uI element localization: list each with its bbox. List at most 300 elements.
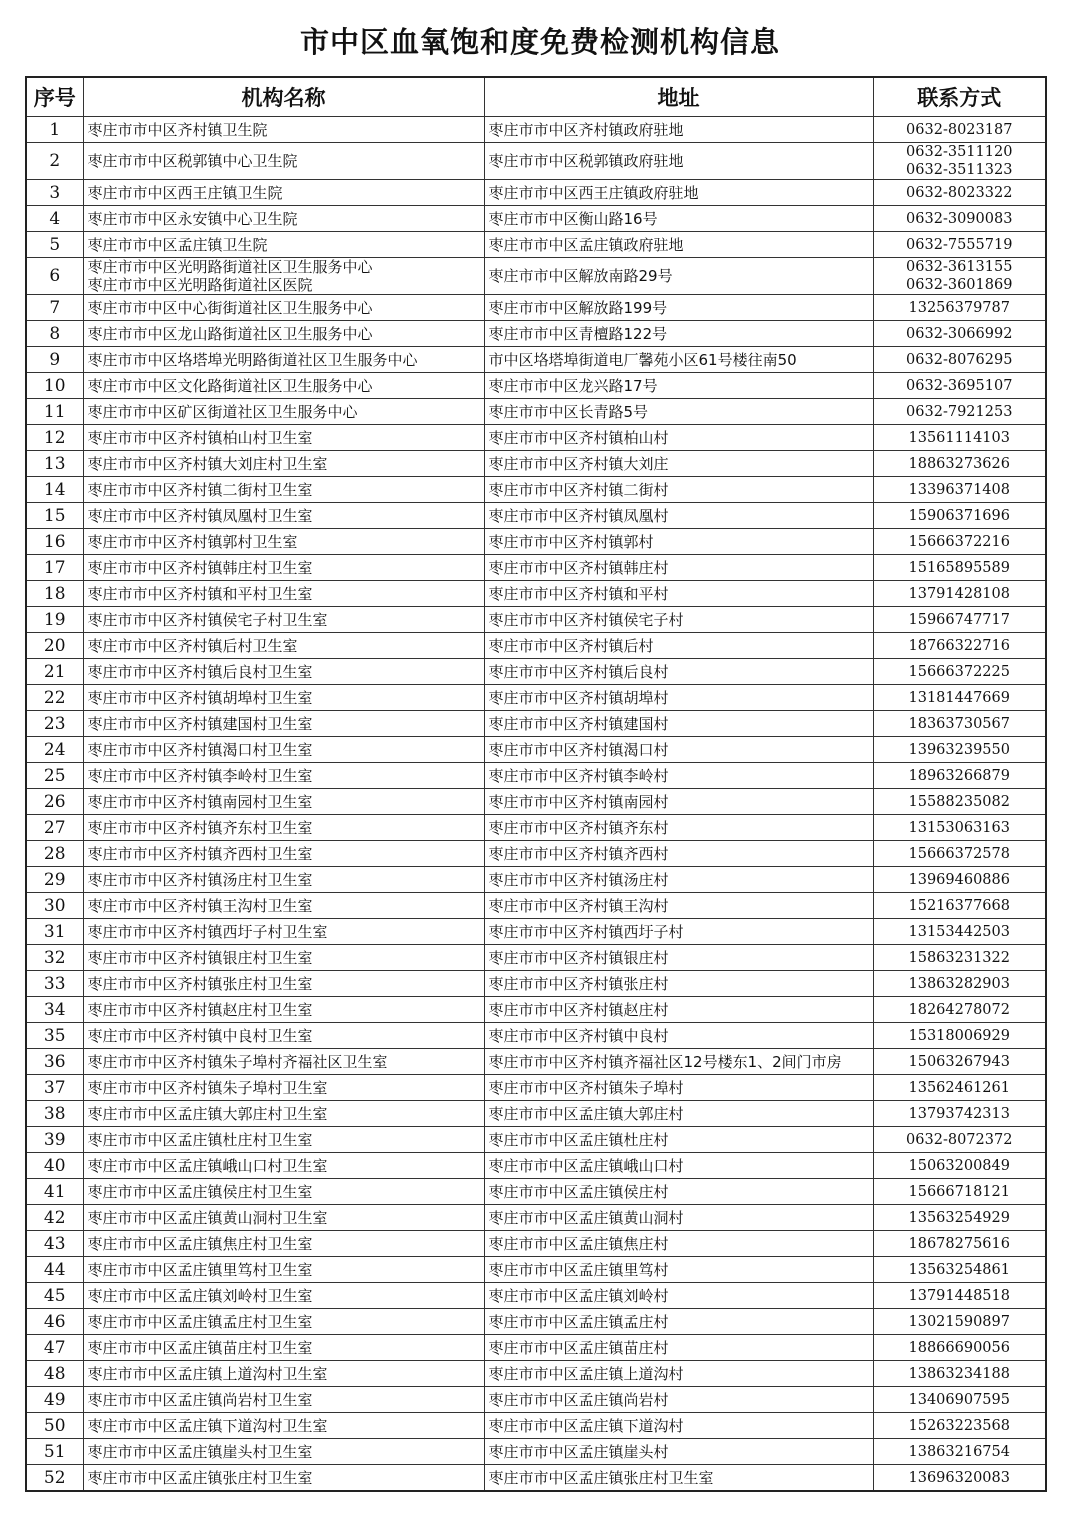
contact-phone xyxy=(873,555,1046,581)
contact-phone-line: 13793742313 xyxy=(908,1105,1010,1122)
row-index: 37 xyxy=(26,1075,83,1101)
institution-address: 枣庄市市中区齐村镇王沟村 xyxy=(484,893,873,919)
institution-name-line: 枣庄市市中区齐村镇西圩子村卫生室 xyxy=(87,922,328,941)
contact-phone xyxy=(873,1049,1046,1075)
institution-name xyxy=(83,1413,484,1439)
table-row xyxy=(26,1231,1046,1257)
contact-phone-line: 18363730567 xyxy=(908,715,1010,732)
contact-phone xyxy=(873,945,1046,971)
institution-name-line: 枣庄市市中区齐村镇中良村卫生室 xyxy=(87,1026,313,1045)
row-index: 24 xyxy=(26,737,83,763)
contact-phone xyxy=(873,841,1046,867)
contact-phone xyxy=(873,373,1046,399)
institution-address: 枣庄市市中区孟庄镇里笃村 xyxy=(484,1257,873,1283)
table-row xyxy=(26,295,1046,321)
table-row xyxy=(26,258,1046,295)
contact-phone-line: 0632-3613155 xyxy=(906,259,1013,275)
institution-name xyxy=(83,893,484,919)
contact-phone xyxy=(873,581,1046,607)
contact-phone xyxy=(873,295,1046,321)
contact-phone-line: 15906371696 xyxy=(908,507,1010,524)
institution-address: 枣庄市市中区齐村镇汤庄村 xyxy=(484,867,873,893)
row-index: 10 xyxy=(26,373,83,399)
institution-name xyxy=(83,555,484,581)
row-index: 6 xyxy=(26,258,83,295)
contact-phone-line: 13863282903 xyxy=(908,975,1010,992)
contact-phone xyxy=(873,1205,1046,1231)
table-row xyxy=(26,945,1046,971)
institution-name xyxy=(83,633,484,659)
contact-phone-line: 13021590897 xyxy=(908,1313,1010,1330)
institution-name xyxy=(83,373,484,399)
institution-name-line: 枣庄市市中区孟庄镇尚岩村卫生室 xyxy=(87,1390,313,1409)
table-row xyxy=(26,1153,1046,1179)
contact-phone-line: 13406907595 xyxy=(908,1391,1010,1408)
institution-address: 枣庄市市中区齐村镇朱子埠村 xyxy=(484,1075,873,1101)
institution-address: 枣庄市市中区齐村镇柏山村 xyxy=(484,425,873,451)
institution-name-line: 枣庄市市中区齐村镇胡埠村卫生室 xyxy=(87,688,313,707)
institution-name xyxy=(83,529,484,555)
institution-address: 枣庄市市中区孟庄镇侯庄村 xyxy=(484,1179,873,1205)
institution-address: 枣庄市市中区齐村镇胡埠村 xyxy=(484,685,873,711)
contact-phone-line: 13863216754 xyxy=(908,1443,1010,1460)
institution-name-line: 枣庄市市中区齐村镇王沟村卫生室 xyxy=(87,896,313,915)
contact-phone-line: 18766322716 xyxy=(908,637,1010,654)
table-row xyxy=(26,206,1046,232)
row-index: 45 xyxy=(26,1283,83,1309)
institution-name xyxy=(83,321,484,347)
table-row xyxy=(26,1127,1046,1153)
table-row xyxy=(26,180,1046,206)
institution-name xyxy=(83,206,484,232)
row-index: 9 xyxy=(26,347,83,373)
contact-phone xyxy=(873,1361,1046,1387)
contact-phone-line: 15063200849 xyxy=(908,1157,1010,1174)
institution-name-line: 枣庄市市中区齐村镇韩庄村卫生室 xyxy=(87,558,313,577)
table-row xyxy=(26,232,1046,258)
column-header-name: 机构名称 xyxy=(83,77,484,117)
institution-name xyxy=(83,232,484,258)
row-index: 46 xyxy=(26,1309,83,1335)
institution-address: 枣庄市市中区齐村镇张庄村 xyxy=(484,971,873,997)
institution-address: 枣庄市市中区孟庄镇峨山口村 xyxy=(484,1153,873,1179)
institution-name-line: 枣庄市市中区齐村镇郭村卫生室 xyxy=(87,532,298,551)
institution-name xyxy=(83,945,484,971)
institution-name-line: 枣庄市市中区龙山路街道社区卫生服务中心 xyxy=(87,324,373,343)
contact-phone-line: 18678275616 xyxy=(908,1235,1010,1252)
table-header-row xyxy=(26,77,1046,117)
contact-phone xyxy=(873,1127,1046,1153)
institution-name-line: 枣庄市市中区齐村镇渴口村卫生室 xyxy=(87,740,313,759)
institution-name xyxy=(83,1231,484,1257)
institution-address: 枣庄市市中区孟庄镇孟庄村 xyxy=(484,1309,873,1335)
table-row xyxy=(26,711,1046,737)
contact-phone-line: 13181447669 xyxy=(908,689,1010,706)
contact-phone-line: 13256379787 xyxy=(908,299,1010,316)
row-index: 49 xyxy=(26,1387,83,1413)
institution-name xyxy=(83,789,484,815)
institution-address: 枣庄市市中区齐村镇凤凰村 xyxy=(484,503,873,529)
contact-phone xyxy=(873,1465,1046,1492)
contact-phone-line: 15165895589 xyxy=(908,559,1010,576)
institution-name xyxy=(83,1465,484,1492)
institution-address: 枣庄市市中区齐村镇后良村 xyxy=(484,659,873,685)
contact-phone xyxy=(873,399,1046,425)
contact-phone xyxy=(873,997,1046,1023)
contact-phone-line: 0632-3066992 xyxy=(906,325,1013,342)
row-index: 43 xyxy=(26,1231,83,1257)
contact-phone-line: 13563254861 xyxy=(908,1261,1010,1278)
contact-phone xyxy=(873,529,1046,555)
contact-phone-line: 15216377668 xyxy=(908,897,1010,914)
contact-phone xyxy=(873,1387,1046,1413)
row-index: 4 xyxy=(26,206,83,232)
contact-phone-line: 18866690056 xyxy=(908,1339,1010,1356)
table-row xyxy=(26,659,1046,685)
row-index: 52 xyxy=(26,1465,83,1492)
institution-name-line: 枣庄市市中区孟庄镇苗庄村卫生室 xyxy=(87,1338,313,1357)
row-index: 44 xyxy=(26,1257,83,1283)
row-index: 41 xyxy=(26,1179,83,1205)
institution-name xyxy=(83,425,484,451)
institution-name xyxy=(83,581,484,607)
table-row xyxy=(26,1309,1046,1335)
contact-phone xyxy=(873,347,1046,373)
institution-name xyxy=(83,258,484,295)
contact-phone xyxy=(873,1023,1046,1049)
row-index: 14 xyxy=(26,477,83,503)
institution-name-line: 枣庄市市中区齐村镇赵庄村卫生室 xyxy=(87,1000,313,1019)
row-index: 2 xyxy=(26,143,83,180)
institution-address: 枣庄市市中区齐村镇和平村 xyxy=(484,581,873,607)
contact-phone xyxy=(873,971,1046,997)
row-index: 35 xyxy=(26,1023,83,1049)
institution-address: 枣庄市市中区解放路199号 xyxy=(484,295,873,321)
table-row xyxy=(26,425,1046,451)
institution-address: 枣庄市市中区孟庄镇崖头村 xyxy=(484,1439,873,1465)
institution-name xyxy=(83,451,484,477)
table-row xyxy=(26,867,1046,893)
institution-name-line: 枣庄市市中区孟庄镇峨山口村卫生室 xyxy=(87,1156,328,1175)
institution-name-line: 枣庄市市中区光明路街道社区医院 xyxy=(87,276,313,294)
row-index: 47 xyxy=(26,1335,83,1361)
institution-name-line: 枣庄市市中区孟庄镇黄山洞村卫生室 xyxy=(87,1208,328,1227)
institution-name xyxy=(83,867,484,893)
institution-address: 枣庄市市中区齐村镇西圩子村 xyxy=(484,919,873,945)
row-index: 42 xyxy=(26,1205,83,1231)
institution-name xyxy=(83,659,484,685)
table-row xyxy=(26,581,1046,607)
row-index: 21 xyxy=(26,659,83,685)
institution-name xyxy=(83,1309,484,1335)
contact-phone-line: 0632-7921253 xyxy=(906,403,1013,420)
contact-phone-line: 0632-8023187 xyxy=(906,121,1013,138)
table-row xyxy=(26,347,1046,373)
institution-name xyxy=(83,143,484,180)
row-index: 19 xyxy=(26,607,83,633)
row-index: 25 xyxy=(26,763,83,789)
contact-phone xyxy=(873,1231,1046,1257)
institution-name xyxy=(83,1335,484,1361)
institution-name xyxy=(83,1439,484,1465)
contact-phone xyxy=(873,503,1046,529)
row-index: 12 xyxy=(26,425,83,451)
contact-phone xyxy=(873,1335,1046,1361)
institution-name xyxy=(83,1179,484,1205)
table-row xyxy=(26,893,1046,919)
institution-name xyxy=(83,347,484,373)
contact-phone-line: 15263223568 xyxy=(908,1417,1010,1434)
institution-address: 枣庄市市中区齐村镇渴口村 xyxy=(484,737,873,763)
institution-name-line: 枣庄市市中区齐村镇和平村卫生室 xyxy=(87,584,313,603)
contact-phone xyxy=(873,321,1046,347)
institution-address: 枣庄市市中区齐村镇中良村 xyxy=(484,1023,873,1049)
row-index: 18 xyxy=(26,581,83,607)
row-index: 27 xyxy=(26,815,83,841)
contact-phone-line: 0632-3601869 xyxy=(906,277,1013,293)
contact-phone xyxy=(873,425,1046,451)
institution-name-line: 枣庄市市中区齐村镇后良村卫生室 xyxy=(87,662,313,681)
contact-phone-line: 13863234188 xyxy=(908,1365,1010,1382)
institution-name xyxy=(83,399,484,425)
contact-phone xyxy=(873,1153,1046,1179)
row-index: 5 xyxy=(26,232,83,258)
institution-address: 枣庄市市中区税郭镇政府驻地 xyxy=(484,143,873,180)
row-index: 39 xyxy=(26,1127,83,1153)
institution-name-line: 枣庄市市中区孟庄镇焦庄村卫生室 xyxy=(87,1234,313,1253)
contact-phone xyxy=(873,1257,1046,1283)
column-header-contact: 联系方式 xyxy=(873,77,1046,117)
institution-name xyxy=(83,997,484,1023)
table-row xyxy=(26,763,1046,789)
institution-name-line: 枣庄市市中区孟庄镇刘岭村卫生室 xyxy=(87,1286,313,1305)
institution-address: 枣庄市市中区齐村镇齐福社区12号楼东1、2间门市房 xyxy=(484,1049,873,1075)
contact-phone-line: 15666372578 xyxy=(908,845,1010,862)
contact-phone-line: 15666372216 xyxy=(908,533,1010,550)
institution-name-line: 枣庄市市中区垎塔埠光明路街道社区卫生服务中心 xyxy=(87,350,418,369)
institution-name-line: 枣庄市市中区孟庄镇张庄村卫生室 xyxy=(87,1468,313,1487)
contact-phone xyxy=(873,685,1046,711)
institution-address: 枣庄市市中区孟庄镇尚岩村 xyxy=(484,1387,873,1413)
institution-name xyxy=(83,1101,484,1127)
row-index: 8 xyxy=(26,321,83,347)
contact-phone-line: 18264278072 xyxy=(908,1001,1010,1018)
institution-name-line: 枣庄市市中区孟庄镇侯庄村卫生室 xyxy=(87,1182,313,1201)
institution-name-line: 枣庄市市中区齐村镇张庄村卫生室 xyxy=(87,974,313,993)
row-index: 23 xyxy=(26,711,83,737)
row-index: 26 xyxy=(26,789,83,815)
institution-address: 枣庄市市中区孟庄镇上道沟村 xyxy=(484,1361,873,1387)
institution-address: 枣庄市市中区齐村镇齐西村 xyxy=(484,841,873,867)
contact-phone xyxy=(873,711,1046,737)
institution-address: 枣庄市市中区齐村镇建国村 xyxy=(484,711,873,737)
institution-name xyxy=(83,1387,484,1413)
contact-phone xyxy=(873,232,1046,258)
contact-phone-line: 13153442503 xyxy=(908,923,1010,940)
contact-phone-line: 0632-3695107 xyxy=(906,377,1013,394)
table-row xyxy=(26,555,1046,581)
contact-phone-line: 0632-8023322 xyxy=(906,184,1013,201)
contact-phone xyxy=(873,659,1046,685)
page-title: 市中区血氧饱和度免费检测机构信息 xyxy=(299,25,780,59)
institution-name xyxy=(83,763,484,789)
institution-name xyxy=(83,180,484,206)
row-index: 50 xyxy=(26,1413,83,1439)
row-index: 30 xyxy=(26,893,83,919)
contact-phone xyxy=(873,737,1046,763)
contact-phone xyxy=(873,789,1046,815)
institution-name-line: 枣庄市市中区齐村镇南园村卫生室 xyxy=(87,792,313,811)
table-row xyxy=(26,321,1046,347)
institution-name xyxy=(83,1283,484,1309)
table-row xyxy=(26,1465,1046,1492)
institution-name xyxy=(83,607,484,633)
table-row xyxy=(26,1075,1046,1101)
table-row xyxy=(26,143,1046,180)
institution-address: 枣庄市市中区衡山路16号 xyxy=(484,206,873,232)
contact-phone xyxy=(873,607,1046,633)
table-row xyxy=(26,1387,1046,1413)
institution-address: 枣庄市市中区齐村镇大刘庄 xyxy=(484,451,873,477)
contact-phone-line: 18863273626 xyxy=(908,455,1010,472)
contact-phone-line: 13153063163 xyxy=(908,819,1010,836)
institution-address: 枣庄市市中区孟庄镇政府驻地 xyxy=(484,232,873,258)
contact-phone xyxy=(873,867,1046,893)
contact-phone-line: 13396371408 xyxy=(908,481,1010,498)
institution-name xyxy=(83,117,484,143)
institution-name-line: 枣庄市市中区齐村镇朱子埠村卫生室 xyxy=(87,1078,328,1097)
institution-address: 枣庄市市中区青檀路122号 xyxy=(484,321,873,347)
institution-address: 枣庄市市中区孟庄镇杜庄村 xyxy=(484,1127,873,1153)
table-row xyxy=(26,1205,1046,1231)
contact-phone xyxy=(873,763,1046,789)
row-index: 13 xyxy=(26,451,83,477)
institution-name xyxy=(83,1127,484,1153)
institution-name-line: 枣庄市市中区孟庄镇卫生院 xyxy=(87,235,268,254)
contact-phone-line: 0632-8072372 xyxy=(906,1131,1013,1148)
table-row xyxy=(26,789,1046,815)
table-row xyxy=(26,399,1046,425)
contact-phone xyxy=(873,1439,1046,1465)
institution-address: 枣庄市市中区齐村镇郭村 xyxy=(484,529,873,555)
row-index: 3 xyxy=(26,180,83,206)
row-index: 1 xyxy=(26,117,83,143)
table-row xyxy=(26,1335,1046,1361)
contact-phone-line: 15863231322 xyxy=(908,949,1010,966)
contact-phone-line: 13562461261 xyxy=(908,1079,1010,1096)
contact-phone-line: 0632-7555719 xyxy=(906,236,1013,253)
institution-name xyxy=(83,503,484,529)
table-row xyxy=(26,529,1046,555)
contact-phone xyxy=(873,1309,1046,1335)
table-row xyxy=(26,451,1046,477)
table-row xyxy=(26,373,1046,399)
table-row xyxy=(26,1257,1046,1283)
institution-name-line: 枣庄市市中区西王庄镇卫生院 xyxy=(87,183,283,202)
contact-phone xyxy=(873,180,1046,206)
institution-name-line: 枣庄市市中区齐村镇大刘庄村卫生室 xyxy=(87,454,328,473)
row-index: 40 xyxy=(26,1153,83,1179)
institution-name xyxy=(83,1153,484,1179)
institutions-table xyxy=(25,76,1047,1492)
row-index: 29 xyxy=(26,867,83,893)
contact-phone-line: 15318006929 xyxy=(908,1027,1010,1044)
row-index: 7 xyxy=(26,295,83,321)
contact-phone xyxy=(873,1101,1046,1127)
contact-phone-line: 15666718121 xyxy=(908,1183,1010,1200)
table-row xyxy=(26,919,1046,945)
institution-address: 枣庄市市中区解放南路29号 xyxy=(484,258,873,295)
institution-name-line: 枣庄市市中区孟庄镇杜庄村卫生室 xyxy=(87,1130,313,1149)
contact-phone xyxy=(873,143,1046,180)
contact-phone xyxy=(873,1283,1046,1309)
institution-name-line: 枣庄市市中区齐村镇凤凰村卫生室 xyxy=(87,506,313,525)
contact-phone xyxy=(873,919,1046,945)
institution-address: 枣庄市市中区齐村镇赵庄村 xyxy=(484,997,873,1023)
contact-phone xyxy=(873,477,1046,503)
institution-address: 枣庄市市中区孟庄镇大郭庄村 xyxy=(484,1101,873,1127)
row-index: 38 xyxy=(26,1101,83,1127)
row-index: 22 xyxy=(26,685,83,711)
contact-phone xyxy=(873,206,1046,232)
column-header-index: 序号 xyxy=(26,77,83,117)
institution-address: 枣庄市市中区龙兴路17号 xyxy=(484,373,873,399)
institution-name-line: 枣庄市市中区齐村镇银庄村卫生室 xyxy=(87,948,313,967)
contact-phone xyxy=(873,1075,1046,1101)
institution-name-line: 枣庄市市中区中心街街道社区卫生服务中心 xyxy=(87,298,373,317)
institution-name xyxy=(83,841,484,867)
table-body xyxy=(26,117,1046,1492)
institution-name-line: 枣庄市市中区永安镇中心卫生院 xyxy=(87,209,298,228)
table-row xyxy=(26,1439,1046,1465)
institution-name xyxy=(83,1049,484,1075)
institution-name xyxy=(83,711,484,737)
row-index: 32 xyxy=(26,945,83,971)
contact-phone-line: 15666372225 xyxy=(908,663,1010,680)
institution-address: 枣庄市市中区齐村镇南园村 xyxy=(484,789,873,815)
table-row xyxy=(26,841,1046,867)
row-index: 31 xyxy=(26,919,83,945)
institution-address: 市中区垎塔埠街道电厂馨苑小区61号楼往南50 xyxy=(484,347,873,373)
row-index: 48 xyxy=(26,1361,83,1387)
institution-name xyxy=(83,815,484,841)
institution-name-line: 枣庄市市中区齐村镇卫生院 xyxy=(87,120,268,139)
table-row xyxy=(26,737,1046,763)
institution-name-line: 枣庄市市中区齐村镇后村卫生室 xyxy=(87,636,298,655)
contact-phone-line: 13563254929 xyxy=(908,1209,1010,1226)
institution-name-line: 枣庄市市中区孟庄镇崖头村卫生室 xyxy=(87,1442,313,1461)
table-row xyxy=(26,607,1046,633)
contact-phone-line: 13969460886 xyxy=(908,871,1010,888)
institution-name-line: 枣庄市市中区孟庄镇里笃村卫生室 xyxy=(87,1260,313,1279)
institution-name-line: 枣庄市市中区齐村镇建国村卫生室 xyxy=(87,714,313,733)
institution-address: 枣庄市市中区孟庄镇苗庄村 xyxy=(484,1335,873,1361)
institution-name xyxy=(83,1023,484,1049)
institution-address: 枣庄市市中区齐村镇二街村 xyxy=(484,477,873,503)
table-row xyxy=(26,1413,1046,1439)
table-row xyxy=(26,1049,1046,1075)
contact-phone-line: 15063267943 xyxy=(908,1053,1010,1070)
table-row xyxy=(26,997,1046,1023)
contact-phone-line: 0632-8076295 xyxy=(906,351,1013,368)
institution-name-line: 枣庄市市中区齐村镇朱子埠村齐福社区卫生室 xyxy=(87,1052,388,1071)
contact-phone xyxy=(873,633,1046,659)
institution-address: 枣庄市市中区孟庄镇刘岭村 xyxy=(484,1283,873,1309)
table-row xyxy=(26,1101,1046,1127)
table-row xyxy=(26,633,1046,659)
institution-name xyxy=(83,919,484,945)
institution-name xyxy=(83,971,484,997)
